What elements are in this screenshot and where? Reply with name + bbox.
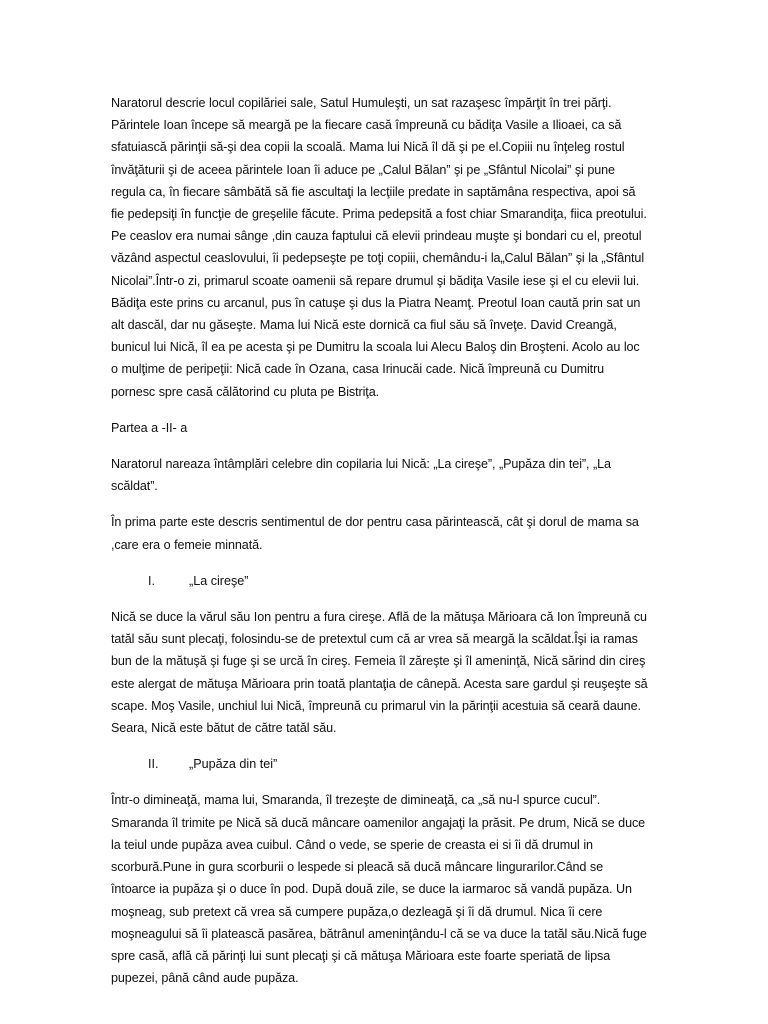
section-number: I. [148, 573, 155, 588]
paragraph-intro: Naratorul descrie locul copilăriei sale, Satul Humuleşti, un sat razaşesc împărţit în trei părţi. Părintele Ioan începe să meargă pe la fiecare casă împreună cu bădiţa Vasile a Ilioaei, ca să sfatuiască părinţii să-şi dea copii la scoală. Mama lui Nică îl dă şi pe el.Copiii nu înţeleg rostul învăţăturii şi de aceea părintele Ioan îi aduce pe „Calul Bălan” şi pe „Sfântul Nicolai” şi pune regula ca, în fiecare sâmbătă să fie ascultaţi la lecţiile predate in saptămâna respectiva, apoi să fie pedepsiţi în funcţie de greşelile făcute. Prima pedepsită a fost chiar Smarandiţa, fiica preotului. Pe ceaslov era numai sânge ,din cauza faptului că elevii prindeau muşte şi bondari cu el, preotul văzând aspectul ceaslovului, îi pedepseşte pe toţi copiii, chemându-i la„Calul Bălan” şi la „Sfântul Nicolai”.Într-o zi, primarul scoate oamenii să repare drumul şi bădiţa Vasile iese şi el cu elevii lui. Bădiţa este prins cu arcanul, pus în catuşe şi dus la Piatra Neamţ. Preotul Ioan caută prin sat un alt dascăl, dar nu găseşte. Mama lui Nică este dornică ca fiul său să înveţe. David Creangă, bunicul lui Nică, îl ea pe acesta şi pe Dumitru la scoala lui Alecu Baloş din Broşteni. Acolo au loc o mulţime de peripeţii: Nică cade în Ozana, casa Irinucăi cade. Nică împreună cu Dumitru pornesc spre casă călătorind cu pluta pe Bistriţa. [111, 96, 647, 399]
paragraph-pupaza-din-tei: Într-o dimineaţă, mama lui, Smaranda, îl trezeşte de dimineaţă, ca „să nu-l spurce cucul”. Smaranda îl trimite pe Nică să ducă mâncare oamenilor angajaţi la prăsit. Pe drum, Nică se duce la teiul unde pupăza avea cuibul. Când o vede, se sperie de creasta ei si îi dă drumul in scorbură.Pune in gura scorburii o lespede si pleacă să ducă mâncare lingurarilor.Când se întoarce ia pupăza şi o duce în pod. După două zile, se duce la iarmaroc să vandă pupăza. Un moşneag, sub pretext că vrea să cumpere pupăza,o dezleagă şi îi dă drumul. Nica îi cere moşneagului să îi platească pasărea, bătrânul ameninţându-l că se va duce la tatăl său.Nică fuge spre casă, află că părinţi lui sunt plecaţi şi că mătuşa Mărioara este foarte speriată de lipsa pupezei, până când aude pupăza. [111, 793, 647, 986]
section-heading-la-cirese [111, 570, 648, 592]
section-heading-pupaza-din-tei [111, 753, 648, 775]
paragraph-part-two-summary: Naratorul nareaza întâmplări celebre din copilaria lui Nică: „La cireşe”, „Pupăza din tei”, „La scăldat”. [111, 457, 611, 494]
section-title: „Pupăza din tei” [189, 757, 278, 772]
section-number: II. [148, 757, 159, 772]
part-two-title: Partea a -II- a [111, 420, 188, 435]
paragraph-homesickness: În prima parte este descris sentimentul de dor pentru casa părintească, cât şi dorul de mama sa ,care era o femeie minnată. [111, 515, 639, 552]
paragraph-la-cirese: Nică se duce la vărul său Ion pentru a fura cireşe. Află de la mătuşa Mărioara că Ion împreună cu tatăl său sunt plecaţi, folosindu-se de pretextul cum că ar vrea să meargă la scăldat.Îşi ia ramas bun de la mătuşă şi fuge şi se urcă în cireş. Femeia îl zăreşte şi îl ameninţă, Nică sărind din cireş este alergat de mătuşa Mărioara prin toată plantaţia de cânepă. Acesta sare gardul şi reuşeşte să scape. Moş Vasile, unchiul lui Nică, împreună cu primarul vin la părinţii acestuia să ceară daune. Seara, Nică este bătut de către tatăl său. [111, 610, 648, 736]
section-title: „La cireşe” [189, 573, 249, 588]
